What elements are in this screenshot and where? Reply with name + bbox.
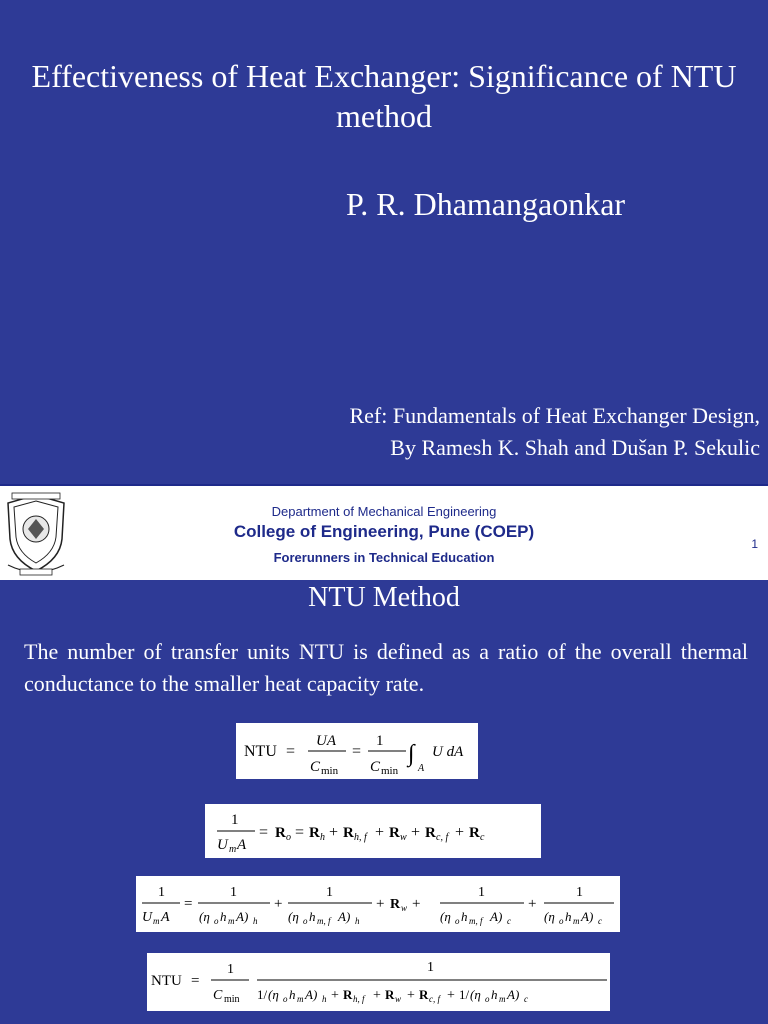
svg-text:m, f: m, f [469,916,483,926]
reference [349,400,760,464]
svg-text:=: = [286,743,296,760]
svg-text:1/: 1/ [257,987,268,1002]
slide-footer [0,484,768,580]
svg-text:1: 1 [376,733,384,749]
svg-text:R: R [385,987,395,1002]
svg-text:+: + [375,824,385,841]
svg-text:A): A) [581,909,594,924]
department-label: Department of Mechanical Engineering [271,504,497,519]
svg-text:w: w [395,994,402,1004]
svg-text:NTU: NTU [244,743,277,760]
svg-text:o: o [485,994,490,1004]
svg-text:1/: 1/ [459,987,470,1002]
svg-text:o: o [283,994,288,1004]
slide-title: Effectiveness of Heat Exchanger: Significance of NTU method [31,58,737,134]
svg-text:R: R [469,825,480,841]
svg-text:=: = [191,973,200,989]
svg-text:R: R [419,987,429,1002]
svg-text:w: w [401,903,408,913]
svg-text:min: min [321,765,339,777]
svg-text:A): A) [236,909,249,924]
svg-text:min: min [381,765,399,777]
svg-text:m: m [153,916,160,926]
svg-text:1: 1 [576,885,583,900]
svg-text:R: R [390,897,401,912]
svg-text:A): A) [338,909,351,924]
svg-text:(η: (η [199,909,210,924]
svg-text:=: = [184,896,193,912]
svg-text:A: A [418,763,425,774]
svg-text:1: 1 [478,885,485,900]
svg-text:h: h [565,909,572,924]
college-label: College of Engineering, Pune (COEP) [233,522,535,541]
svg-text:NTU: NTU [151,973,182,989]
author-name: P. R. Dhamangaonkar [346,186,626,222]
svg-text:+: + [331,988,339,1003]
svg-text:m: m [228,916,235,926]
svg-text:=: = [259,824,269,841]
svg-text:h: h [289,987,296,1002]
svg-text:C: C [370,759,381,775]
svg-text:∫: ∫ [408,741,415,767]
svg-text:c: c [598,916,602,926]
svg-text:h: h [220,909,227,924]
reference-line-2: By Ramesh K. Shah and Dušan P. Sekulic [390,435,760,460]
svg-text:h: h [253,916,258,926]
svg-text:C: C [213,988,223,1003]
ntu-definition-text: The number of transfer units NTU is defined as a ratio of the overall thermal conductance to the smaller heat capacity rate. [24,639,748,696]
svg-text:+: + [407,988,415,1003]
svg-text:o: o [559,916,564,926]
svg-text:C: C [310,759,321,775]
svg-text:(η: (η [440,909,451,924]
svg-text:1: 1 [326,885,333,900]
svg-text:+: + [376,896,385,912]
svg-text:min: min [224,994,240,1005]
svg-text:c: c [480,832,485,843]
svg-text:o: o [303,916,308,926]
svg-text:h: h [461,909,468,924]
svg-text:o: o [286,832,291,843]
svg-text:h: h [355,916,360,926]
svg-text:h: h [322,994,327,1004]
svg-text:UA: UA [316,733,336,749]
svg-text:=: = [352,743,362,760]
svg-text:h, f: h, f [354,832,367,843]
svg-text:R: R [309,825,320,841]
svg-text:1: 1 [231,812,239,828]
svg-text:(η: (η [268,987,279,1002]
svg-text:=: = [295,824,305,841]
svg-text:h, f: h, f [353,994,365,1004]
svg-text:R: R [275,825,286,841]
reference-line-1: Ref: Fundamentals of Heat Exchanger Design, [349,403,760,428]
section-title: NTU Method [308,582,460,613]
svg-text:R: R [343,825,354,841]
svg-text:c, f: c, f [429,994,440,1004]
svg-text:A: A [237,837,247,853]
svg-text:o: o [455,916,460,926]
svg-text:R: R [389,825,400,841]
svg-text:A: A [161,910,170,925]
svg-text:U: U [142,910,153,925]
svg-text:m: m [297,994,304,1004]
tagline-label: Forerunners in Technical Education [273,550,495,565]
equation-overall-resistance [205,804,541,858]
svg-text:+: + [329,824,339,841]
svg-text:A): A) [507,987,520,1002]
svg-text:+: + [274,896,283,912]
svg-text:+: + [528,896,537,912]
svg-text:h: h [309,909,316,924]
svg-text:o: o [214,916,219,926]
svg-text:+: + [412,896,421,912]
equation-ntu-definition [236,723,478,779]
svg-text:A): A) [305,987,318,1002]
svg-text:R: R [343,987,353,1002]
svg-text:+: + [455,824,465,841]
svg-text:c: c [524,994,528,1004]
svg-text:1: 1 [227,962,234,977]
svg-text:U dA: U dA [432,744,464,760]
svg-text:m: m [499,994,506,1004]
page-number: 1 [751,537,758,551]
svg-text:+: + [373,988,381,1003]
svg-text:+: + [447,988,455,1003]
svg-text:1: 1 [427,960,434,975]
svg-text:h: h [491,987,498,1002]
svg-text:m: m [573,916,580,926]
svg-text:A): A) [490,909,503,924]
equation-resistance-expanded [136,876,620,932]
svg-text:(η: (η [470,987,481,1002]
svg-text:U: U [217,837,228,853]
svg-text:c: c [507,916,511,926]
svg-text:c, f: c, f [436,832,449,843]
svg-text:1: 1 [230,885,237,900]
svg-text:(η: (η [544,909,555,924]
svg-text:m, f: m, f [317,916,331,926]
svg-text:m: m [229,844,237,855]
svg-text:1: 1 [158,885,165,900]
svg-text:+: + [411,824,421,841]
equation-ntu-expanded [147,953,610,1011]
slide-1 [0,0,768,484]
svg-text:R: R [425,825,436,841]
svg-text:w: w [400,832,407,843]
svg-text:(η: (η [288,909,299,924]
svg-text:h: h [320,832,325,843]
